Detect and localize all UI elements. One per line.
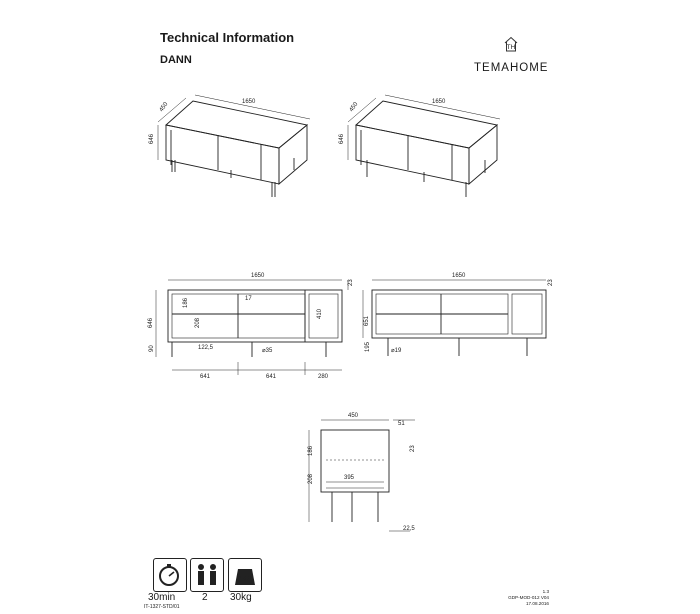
front-width-label: 1650 <box>251 273 265 279</box>
front-leg-height-label: 90 <box>149 345 155 352</box>
side-leg-offset-label: 22,5 <box>403 526 415 532</box>
iso-right-width-label: 1650 <box>432 99 446 105</box>
front-divider-label: 17 <box>245 296 252 302</box>
time-label: 30min <box>148 592 176 603</box>
front-upper-shelf-label: 186 <box>183 297 189 308</box>
side-offset-top-label: 51 <box>398 421 405 427</box>
two-people-icon <box>190 558 224 592</box>
document-code: IT-1327-STD/01 <box>144 604 180 610</box>
back-view <box>363 280 546 356</box>
front-leg-diameter-label: ⌀35 <box>262 348 273 354</box>
front-side-compartment-label: 410 <box>317 308 323 319</box>
people-label: 2 <box>202 592 208 603</box>
side-upper-label: 186 <box>308 445 314 456</box>
front-lower-shelf-label: 208 <box>195 317 201 328</box>
footer-meta <box>508 589 549 607</box>
stopwatch-icon <box>153 558 187 592</box>
back-top-gap-label: 23 <box>548 279 554 286</box>
front-bottom-middle-label: 641 <box>266 374 277 380</box>
side-lower-label: 208 <box>308 473 314 484</box>
iso-view-right <box>348 95 500 197</box>
iso-left-height-label: 646 <box>149 133 155 144</box>
front-leg-offset-label: 122,5 <box>198 345 214 351</box>
template-code: GDP-MOD-012 V04 <box>508 595 549 600</box>
front-bottom-right-label: 280 <box>318 374 329 380</box>
side-top-gap-label: 23 <box>410 445 416 452</box>
side-depth-label: 450 <box>348 413 359 419</box>
front-height-label: 646 <box>148 317 154 328</box>
svg-text:TH: TH <box>506 44 516 51</box>
back-leg-diameter-label: ⌀19 <box>391 348 402 354</box>
iso-right-depth-label: 450 <box>348 101 360 114</box>
back-width-label: 1650 <box>452 273 466 279</box>
side-inner-depth-label: 395 <box>344 475 355 481</box>
front-top-gap-label: 23 <box>348 279 354 286</box>
iso-left-depth-label: 450 <box>158 101 170 114</box>
iso-left-width-label: 1650 <box>242 99 256 105</box>
iso-view-left <box>158 95 310 197</box>
max-weight-icon <box>228 558 262 592</box>
back-height-label: 651 <box>364 315 370 326</box>
iso-right-height-label: 646 <box>339 133 345 144</box>
model-name: DANN <box>160 54 192 66</box>
weight-label: 30kg <box>230 592 252 603</box>
front-bottom-left-label: 641 <box>200 374 211 380</box>
footer-date: 17.08.2016 <box>526 601 549 606</box>
side-view <box>309 420 415 531</box>
page-title: Technical Information <box>160 30 295 45</box>
front-view <box>156 280 348 375</box>
page-number: 1.3 <box>542 589 549 594</box>
brand-name: TEMAHOME <box>474 62 549 74</box>
back-leg-height-label: 195 <box>365 341 371 352</box>
max-text: max. <box>236 573 254 582</box>
